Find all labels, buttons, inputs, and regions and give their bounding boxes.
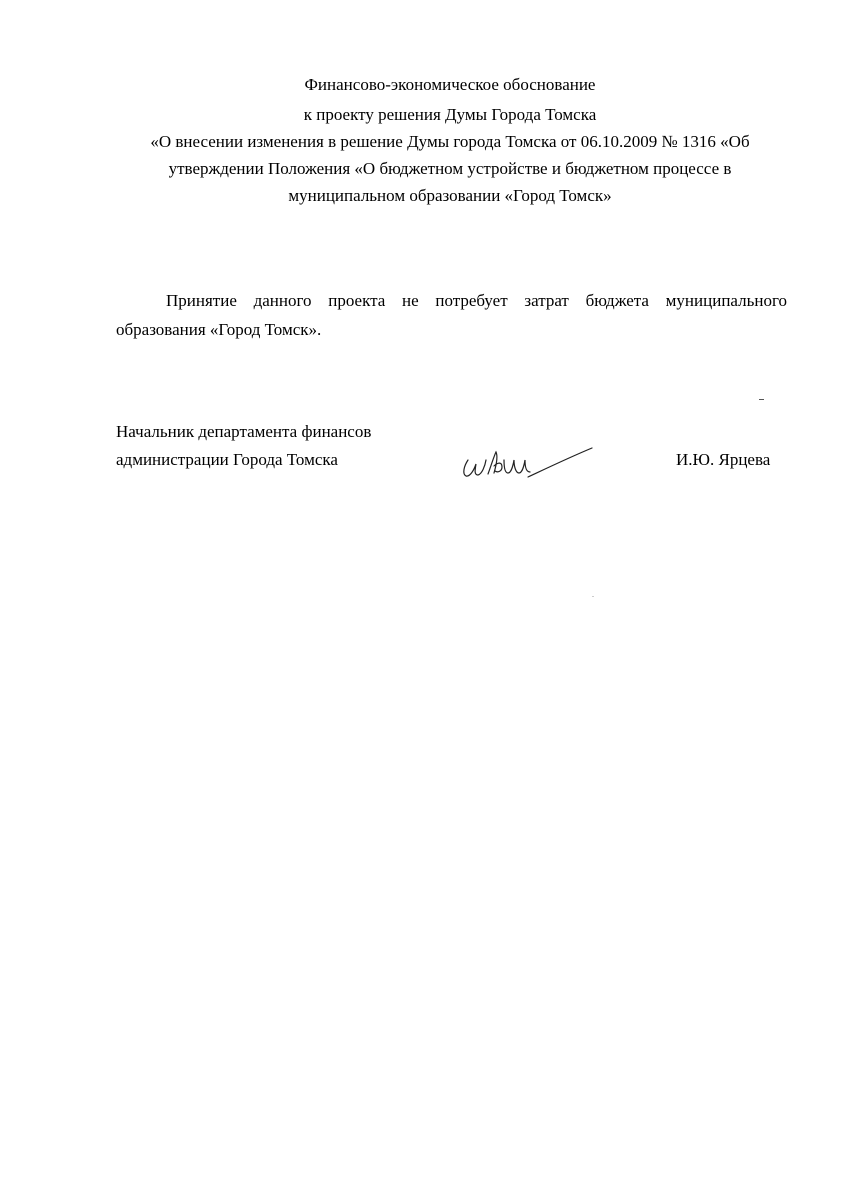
title-line-3: «О внесении изменения в решение Думы города Томска от 06.10.2009 № 1316 «Об bbox=[150, 132, 750, 151]
signatory-name: И.Ю. Ярцева bbox=[676, 450, 771, 469]
signatory-position bbox=[116, 418, 371, 474]
signatory-position-line-1: Начальник департамента финансов bbox=[116, 422, 372, 441]
title-line-4: утверждении Положения «О бюджетном устройстве и бюджетном процессе в bbox=[168, 159, 732, 178]
title-line-5: муниципальном образовании «Город Томск» bbox=[288, 186, 612, 205]
title-line-1: Финансово-экономическое обоснование bbox=[304, 75, 596, 94]
signatory-position-line-2: администрации Города Томска bbox=[116, 450, 338, 469]
scan-artifact bbox=[592, 596, 594, 597]
document-title bbox=[110, 71, 790, 209]
handwritten-signature bbox=[458, 440, 598, 485]
title-line-2: к проекту решения Думы Города Томска bbox=[303, 105, 597, 124]
body-paragraph: Принятие данного проекта не потребует затрат бюджета муниципального образования «Город Томск». bbox=[116, 291, 787, 339]
scan-artifact bbox=[759, 399, 764, 400]
